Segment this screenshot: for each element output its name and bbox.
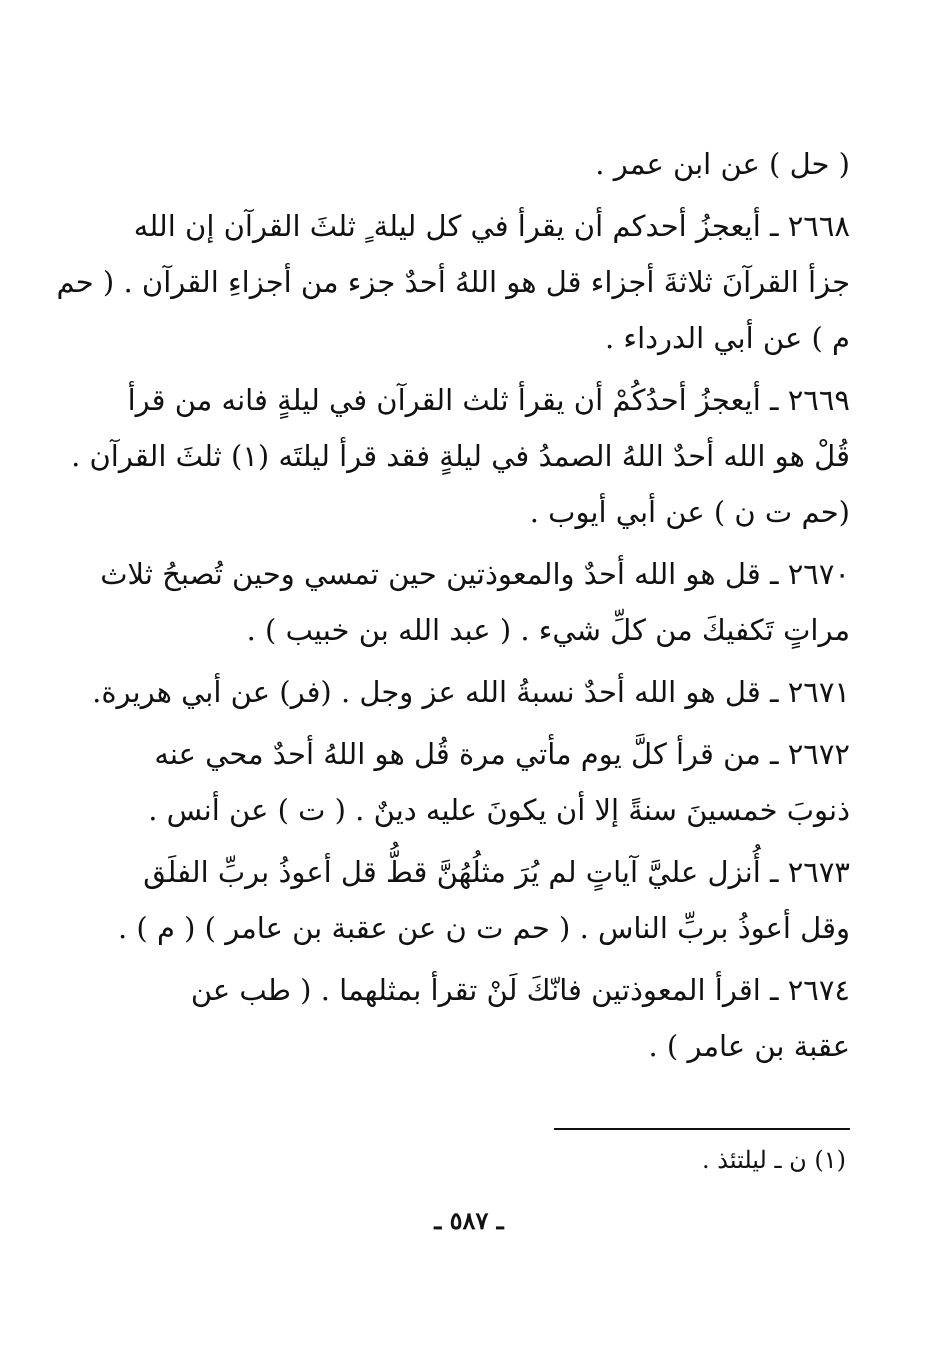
page-number: ـ ٥٨٧ ـ: [434, 1206, 504, 1235]
text-line: قُلْ هو الله أحدٌ اللهُ الصمدُ في ليلةٍ فقد قرأ ليلتَه (١) ثلثَ القرآن .: [71, 439, 850, 473]
text-line: مراتٍ تَكفيكَ من كلِّ شيء . ( عبد الله بن خبيب ) .: [246, 613, 850, 647]
text-line: ذنوبَ خمسينَ سنةً إلا أن يكونَ عليه دينٌ . ( ت ) عن أنس .: [148, 793, 850, 827]
footnote-divider: [554, 1128, 850, 1130]
text-line: ٢٦٦٩ ـ أيعجزُ أحدُكُمْ أن يقرأ ثلث القرآن في ليلةٍ فانه من قرأ: [127, 383, 850, 417]
text-line: ٢٦٧١ ـ قل هو الله أحدٌ نسبةُ الله عز وجل . (فر) عن أبي هريرة.: [92, 675, 850, 709]
hadith-paragraph: [71, 372, 850, 540]
text-line: وقل أعوذُ بربِّ الناس . ( حم ت ن عن عقبة بن عامر ) ( م ) .: [118, 911, 850, 945]
text-line: عقبة بن عامر ) .: [648, 1029, 850, 1063]
hadith-paragraph: [158, 962, 850, 1074]
text-line: ( حل ) عن ابن عمر .: [595, 147, 850, 181]
text-line: م ) عن أبي الدرداء .: [605, 321, 850, 355]
hadith-paragraph: [118, 844, 850, 956]
text-line: ٢٦٧٢ ـ من قرأ كلَّ يوم مأتي مرة قُل هو اللهُ أحدٌ محي عنه: [154, 737, 850, 771]
text-line: ٢٦٦٨ ـ أيعجزُ أحدكم أن يقرأ في كل ليلة ٍ ثلثَ القرآن إن الله: [133, 209, 850, 243]
text-line: جزأ القرآنَ ثلاثةَ أجزاء قل هو اللهُ أحدٌ جزء من أجزاءِ القرآن . ( حم: [56, 265, 850, 299]
hadith-paragraph: [148, 726, 850, 838]
text-line: ٢٦٧٣ ـ أُنزل عليَّ آياتٍ لم يُرَ مثلُهُنَّ قطُّ قل أعوذُ بربِّ الفلَق: [143, 855, 850, 889]
hadith-paragraph: [92, 664, 850, 720]
hadith-paragraph: [56, 198, 850, 366]
hadith-paragraph: [158, 136, 850, 192]
text-line: ٢٦٧٤ ـ اقرأ المعوذتين فانّكَ لَنْ تقرأ بمثلهما . ( طب عن: [190, 973, 850, 1007]
text-line: (حم ت ن ) عن أبي أيوب .: [529, 495, 850, 529]
hadith-text-block: [56, 136, 850, 1080]
hadith-paragraph: [100, 546, 850, 658]
text-line: ٢٦٧٠ ـ قل هو الله أحدٌ والمعوذتين حين تمسي وحين تُصبحُ ثلاث: [100, 557, 850, 591]
footnote: (١) ن ـ ليلتئذ .: [701, 1146, 846, 1174]
